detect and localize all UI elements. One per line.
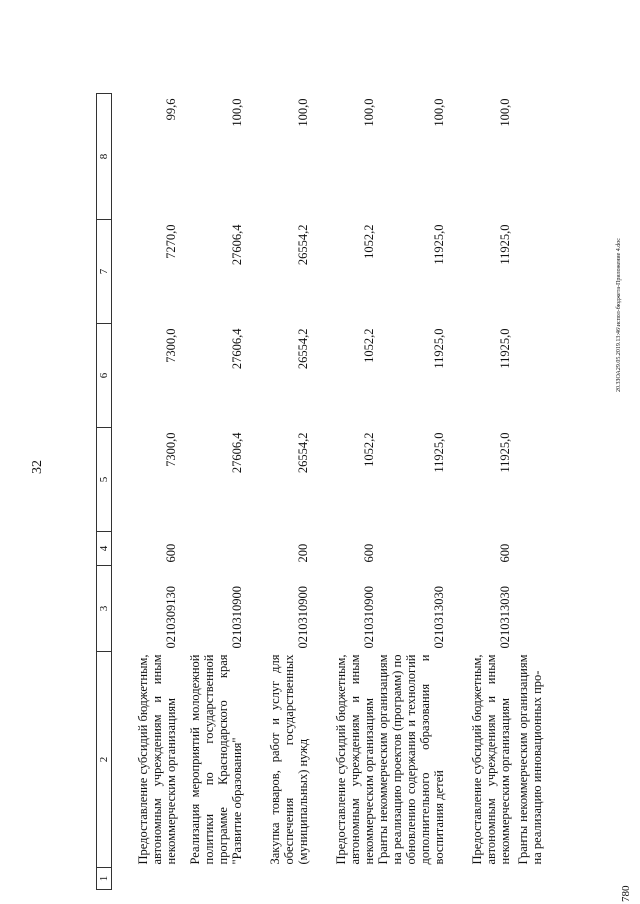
item-name-cell: Предоставление субсидий бюджетным, автономным учреждениям и иным некоммерческим организациям xyxy=(470,654,512,865)
column-number-8: 8 xyxy=(97,94,112,220)
amount-col7-cell: 27606,4 xyxy=(230,224,244,266)
header-row xyxy=(97,94,112,890)
amount-col5-cell: 7300,0 xyxy=(164,432,178,467)
amount-col5-cell: 11925,0 xyxy=(432,432,446,473)
table-body xyxy=(112,94,583,890)
amount-col7-cell: 1052,2 xyxy=(362,224,376,259)
amount-col7-cell: 26554,2 xyxy=(296,224,310,266)
percent-col8-cell: 100,0 xyxy=(362,98,376,127)
column-number-1: 1 xyxy=(97,868,112,890)
table-header xyxy=(97,94,112,890)
amount-col5-cell: 1052,2 xyxy=(362,432,376,467)
item-name-cell: Закупка товаров, работ и услуг для обеспечения государственных (муниципальных) нужд xyxy=(268,654,310,865)
row-index-cell xyxy=(512,868,582,890)
amount-col5-cell: 27606,4 xyxy=(230,432,244,474)
amount-col5-cell xyxy=(512,428,582,532)
corner-page-number: 780 xyxy=(620,885,632,902)
page-number: 32 xyxy=(30,460,45,474)
row-index-cell xyxy=(112,868,179,890)
amount-col6-cell xyxy=(512,324,582,428)
amount-col7-cell: 11925,0 xyxy=(498,224,512,265)
amount-col5-cell: 11925,0 xyxy=(498,432,512,473)
column-number-5: 5 xyxy=(97,428,112,532)
amount-col6-cell: 11925,0 xyxy=(432,328,446,369)
expense-type-cell: 200 xyxy=(296,543,310,563)
expense-type-cell xyxy=(512,532,582,566)
budget-table xyxy=(96,93,582,890)
amount-col7-cell xyxy=(512,220,582,324)
expense-type-cell: 600 xyxy=(498,543,512,563)
table-row xyxy=(446,94,512,890)
item-name-cell: Предоставление субсидий бюджетным, автономным учреждениям и иным некоммерческим организациям xyxy=(136,654,178,865)
row-index-cell xyxy=(244,868,310,890)
classification-code-cell: 0210313030 xyxy=(432,586,446,649)
table-row xyxy=(512,94,582,890)
item-name-cell: Гранты некоммерческим организациям на реализацию проектов (программ) по обновлению содержания и технологий дополнительного образования и воспитания детей xyxy=(376,654,446,865)
expense-type-cell: 600 xyxy=(362,543,376,563)
file-reference-footer: 20.3ЗОА29.05.2019.13:46\испол-бюджета-Приложение 4.doc xyxy=(616,238,622,392)
classification-code-cell xyxy=(512,566,582,652)
percent-col8-cell: 100,0 xyxy=(432,98,446,127)
percent-col8-cell: 100,0 xyxy=(230,98,244,127)
percent-col8-cell xyxy=(512,94,582,220)
column-number-6: 6 xyxy=(97,324,112,428)
classification-code-cell: 0210313030 xyxy=(498,586,512,649)
row-index-cell xyxy=(310,868,376,890)
classification-code-cell: 0210309130 xyxy=(164,586,178,649)
table-row xyxy=(310,94,376,890)
amount-col7-cell: 11925,0 xyxy=(432,224,446,265)
item-name-cell: Реализация мероприятий молодежной политики по государственной программе Краснодарского края "Развитие образования" xyxy=(188,654,244,865)
amount-col6-cell: 27606,4 xyxy=(230,328,244,370)
percent-col8-cell: 99,6 xyxy=(164,98,178,121)
amount-col5-cell: 26554,2 xyxy=(296,432,310,474)
classification-code-cell: 0210310900 xyxy=(230,586,244,649)
column-number-7: 7 xyxy=(97,220,112,324)
table-row xyxy=(244,94,310,890)
column-number-3: 3 xyxy=(97,566,112,652)
column-number-4: 4 xyxy=(97,532,112,566)
amount-col7-cell: 7270,0 xyxy=(164,224,178,259)
table-row xyxy=(112,94,179,890)
table-row xyxy=(376,94,446,890)
item-name-cell: Предоставление субсидий бюджетным, автономным учреждениям и иным некоммерческим организациям xyxy=(334,654,376,865)
amount-col6-cell: 11925,0 xyxy=(498,328,512,369)
expense-type-cell: 600 xyxy=(164,543,178,563)
classification-code-cell: 0210310900 xyxy=(362,586,376,649)
expense-type-cell xyxy=(376,532,446,566)
expense-type-cell xyxy=(178,532,244,566)
amount-col6-cell: 26554,2 xyxy=(296,328,310,370)
amount-col6-cell: 1052,2 xyxy=(362,328,376,363)
row-index-cell xyxy=(446,868,512,890)
column-number-2: 2 xyxy=(97,652,112,868)
percent-col8-cell: 100,0 xyxy=(296,98,310,127)
amount-col6-cell: 7300,0 xyxy=(164,328,178,363)
row-index-cell xyxy=(178,868,244,890)
row-index-cell xyxy=(376,868,446,890)
item-name-cell: Гранты некоммерческим организациям на реализацию инновационных про- xyxy=(516,654,544,865)
percent-col8-cell: 100,0 xyxy=(498,98,512,127)
classification-code-cell: 0210310900 xyxy=(296,586,310,649)
table-row xyxy=(178,94,244,890)
